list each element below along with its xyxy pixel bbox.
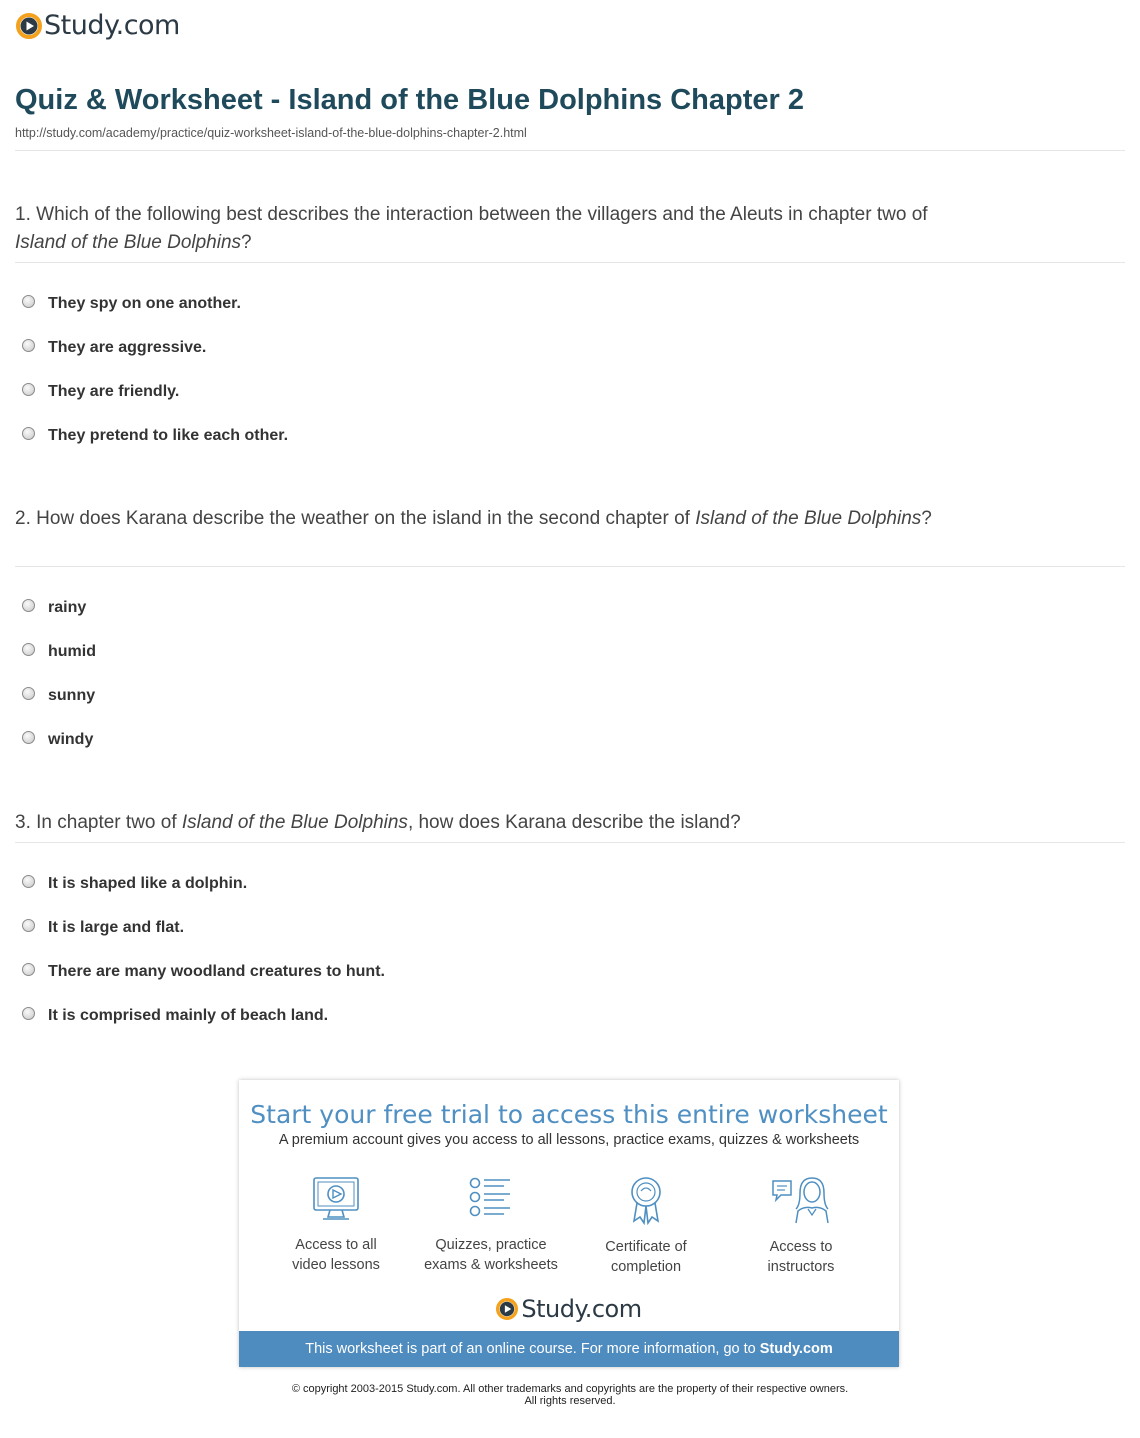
answer-option[interactable] bbox=[22, 730, 93, 750]
page-title: Quiz & Worksheet - Island of the Blue Dolphins Chapter 2 bbox=[15, 84, 804, 116]
answer-label: sunny bbox=[48, 687, 96, 704]
question-suffix: ? bbox=[921, 508, 932, 529]
checklist-icon bbox=[466, 1175, 516, 1223]
answer-label: It is comprised mainly of beach land. bbox=[48, 1007, 329, 1024]
radio-button[interactable] bbox=[22, 383, 35, 396]
divider bbox=[15, 842, 1125, 843]
feature-quizzes bbox=[416, 1175, 566, 1275]
radio-button[interactable] bbox=[22, 875, 35, 888]
feature-label-line2: exams & worksheets bbox=[424, 1257, 558, 1273]
radio-button[interactable] bbox=[22, 339, 35, 352]
answer-label: windy bbox=[48, 731, 94, 748]
answer-option[interactable] bbox=[22, 918, 184, 938]
answer-option[interactable] bbox=[22, 426, 288, 446]
answer-label: humid bbox=[48, 643, 96, 660]
answer-option[interactable] bbox=[22, 962, 385, 982]
answer-option[interactable] bbox=[22, 686, 95, 706]
feature-certificate bbox=[571, 1175, 721, 1277]
page-url: http://study.com/academy/practice/quiz-worksheet-island-of-the-blue-dolphins-chapter-2.html bbox=[15, 126, 527, 140]
question-text: Which of the following best describes the interaction between the villagers and the Aleuts in chapter two of bbox=[36, 204, 928, 225]
answer-option[interactable] bbox=[22, 642, 96, 662]
radio-button[interactable] bbox=[22, 1007, 35, 1020]
answer-label: It is large and flat. bbox=[48, 919, 185, 936]
radio-button[interactable] bbox=[22, 919, 35, 932]
answer-label: There are many woodland creatures to hunt. bbox=[48, 963, 385, 980]
play-circle-logo-icon bbox=[16, 13, 42, 39]
certificate-ribbon-icon bbox=[621, 1175, 671, 1225]
answer-option[interactable] bbox=[22, 598, 86, 618]
question-3 bbox=[15, 809, 935, 837]
promo-title[interactable]: Start your free trial to access this entire worksheet bbox=[250, 1100, 888, 1129]
feature-label-line1: Certificate of bbox=[605, 1239, 687, 1255]
radio-button[interactable] bbox=[22, 599, 35, 612]
question-text: How does Karana describe the weather on the island in the second chapter of bbox=[36, 508, 690, 529]
rights-line: All rights reserved. bbox=[524, 1395, 616, 1407]
answer-option[interactable] bbox=[22, 1006, 328, 1026]
logo-text: Study.com bbox=[521, 1295, 642, 1323]
book-title: Island of the Blue Dolphins bbox=[695, 508, 922, 529]
divider bbox=[15, 262, 1125, 263]
answer-label: They spy on one another. bbox=[48, 295, 241, 312]
course-info-text: This worksheet is part of an online course. For more information, go to bbox=[305, 1341, 756, 1357]
question-suffix: ? bbox=[241, 232, 252, 253]
question-2 bbox=[15, 505, 935, 533]
question-1 bbox=[15, 201, 935, 257]
question-number: 1. bbox=[15, 204, 31, 225]
feature-label-line2: video lessons bbox=[292, 1257, 380, 1273]
study-link[interactable]: Study.com bbox=[759, 1341, 833, 1357]
feature-video-lessons bbox=[261, 1175, 411, 1275]
promo-study-logo[interactable] bbox=[239, 1295, 899, 1323]
study-logo[interactable] bbox=[16, 10, 180, 41]
answer-label: They are aggressive. bbox=[48, 339, 207, 356]
answer-option[interactable] bbox=[22, 382, 179, 402]
answer-label: They are friendly. bbox=[48, 383, 180, 400]
radio-button[interactable] bbox=[22, 963, 35, 976]
copyright-line: © copyright 2003-2015 Study.com. All other trademarks and copyrights are the property of their respective owners. bbox=[291, 1383, 849, 1395]
question-number: 3. bbox=[15, 812, 31, 833]
radio-button[interactable] bbox=[22, 643, 35, 656]
divider bbox=[15, 150, 1125, 151]
video-monitor-icon bbox=[311, 1175, 361, 1223]
answer-option[interactable] bbox=[22, 874, 247, 894]
question-text: In chapter two of bbox=[36, 812, 177, 833]
book-title: Island of the Blue Dolphins bbox=[15, 232, 242, 253]
feature-label-line2: completion bbox=[610, 1259, 682, 1275]
feature-label-line1: Quizzes, practice bbox=[435, 1237, 547, 1253]
radio-button[interactable] bbox=[22, 687, 35, 700]
free-trial-promo[interactable] bbox=[239, 1080, 899, 1367]
feature-instructors bbox=[726, 1175, 876, 1277]
feature-label-line2: instructors bbox=[767, 1259, 835, 1275]
answer-label: It is shaped like a dolphin. bbox=[48, 875, 248, 892]
book-title: Island of the Blue Dolphins bbox=[181, 812, 408, 833]
answer-label: They pretend to like each other. bbox=[48, 427, 289, 444]
instructor-chat-icon bbox=[770, 1175, 832, 1225]
logo-text: Study.com bbox=[44, 10, 180, 41]
answer-label: rainy bbox=[48, 599, 87, 616]
copyright-footer bbox=[0, 1383, 1140, 1407]
question-suffix: , how does Karana describe the island? bbox=[407, 812, 741, 833]
answer-option[interactable] bbox=[22, 338, 206, 358]
question-number: 2. bbox=[15, 508, 31, 529]
radio-button[interactable] bbox=[22, 295, 35, 308]
play-circle-logo-icon bbox=[496, 1298, 518, 1320]
feature-label-line1: Access to bbox=[769, 1239, 833, 1255]
answer-option[interactable] bbox=[22, 294, 241, 314]
feature-label-line1: Access to all bbox=[295, 1237, 377, 1253]
promo-subtitle: A premium account gives you access to all lessons, practice exams, quizzes & worksheets bbox=[278, 1132, 860, 1148]
radio-button[interactable] bbox=[22, 731, 35, 744]
radio-button[interactable] bbox=[22, 427, 35, 440]
course-info-bar bbox=[239, 1331, 899, 1367]
divider bbox=[15, 566, 1125, 567]
